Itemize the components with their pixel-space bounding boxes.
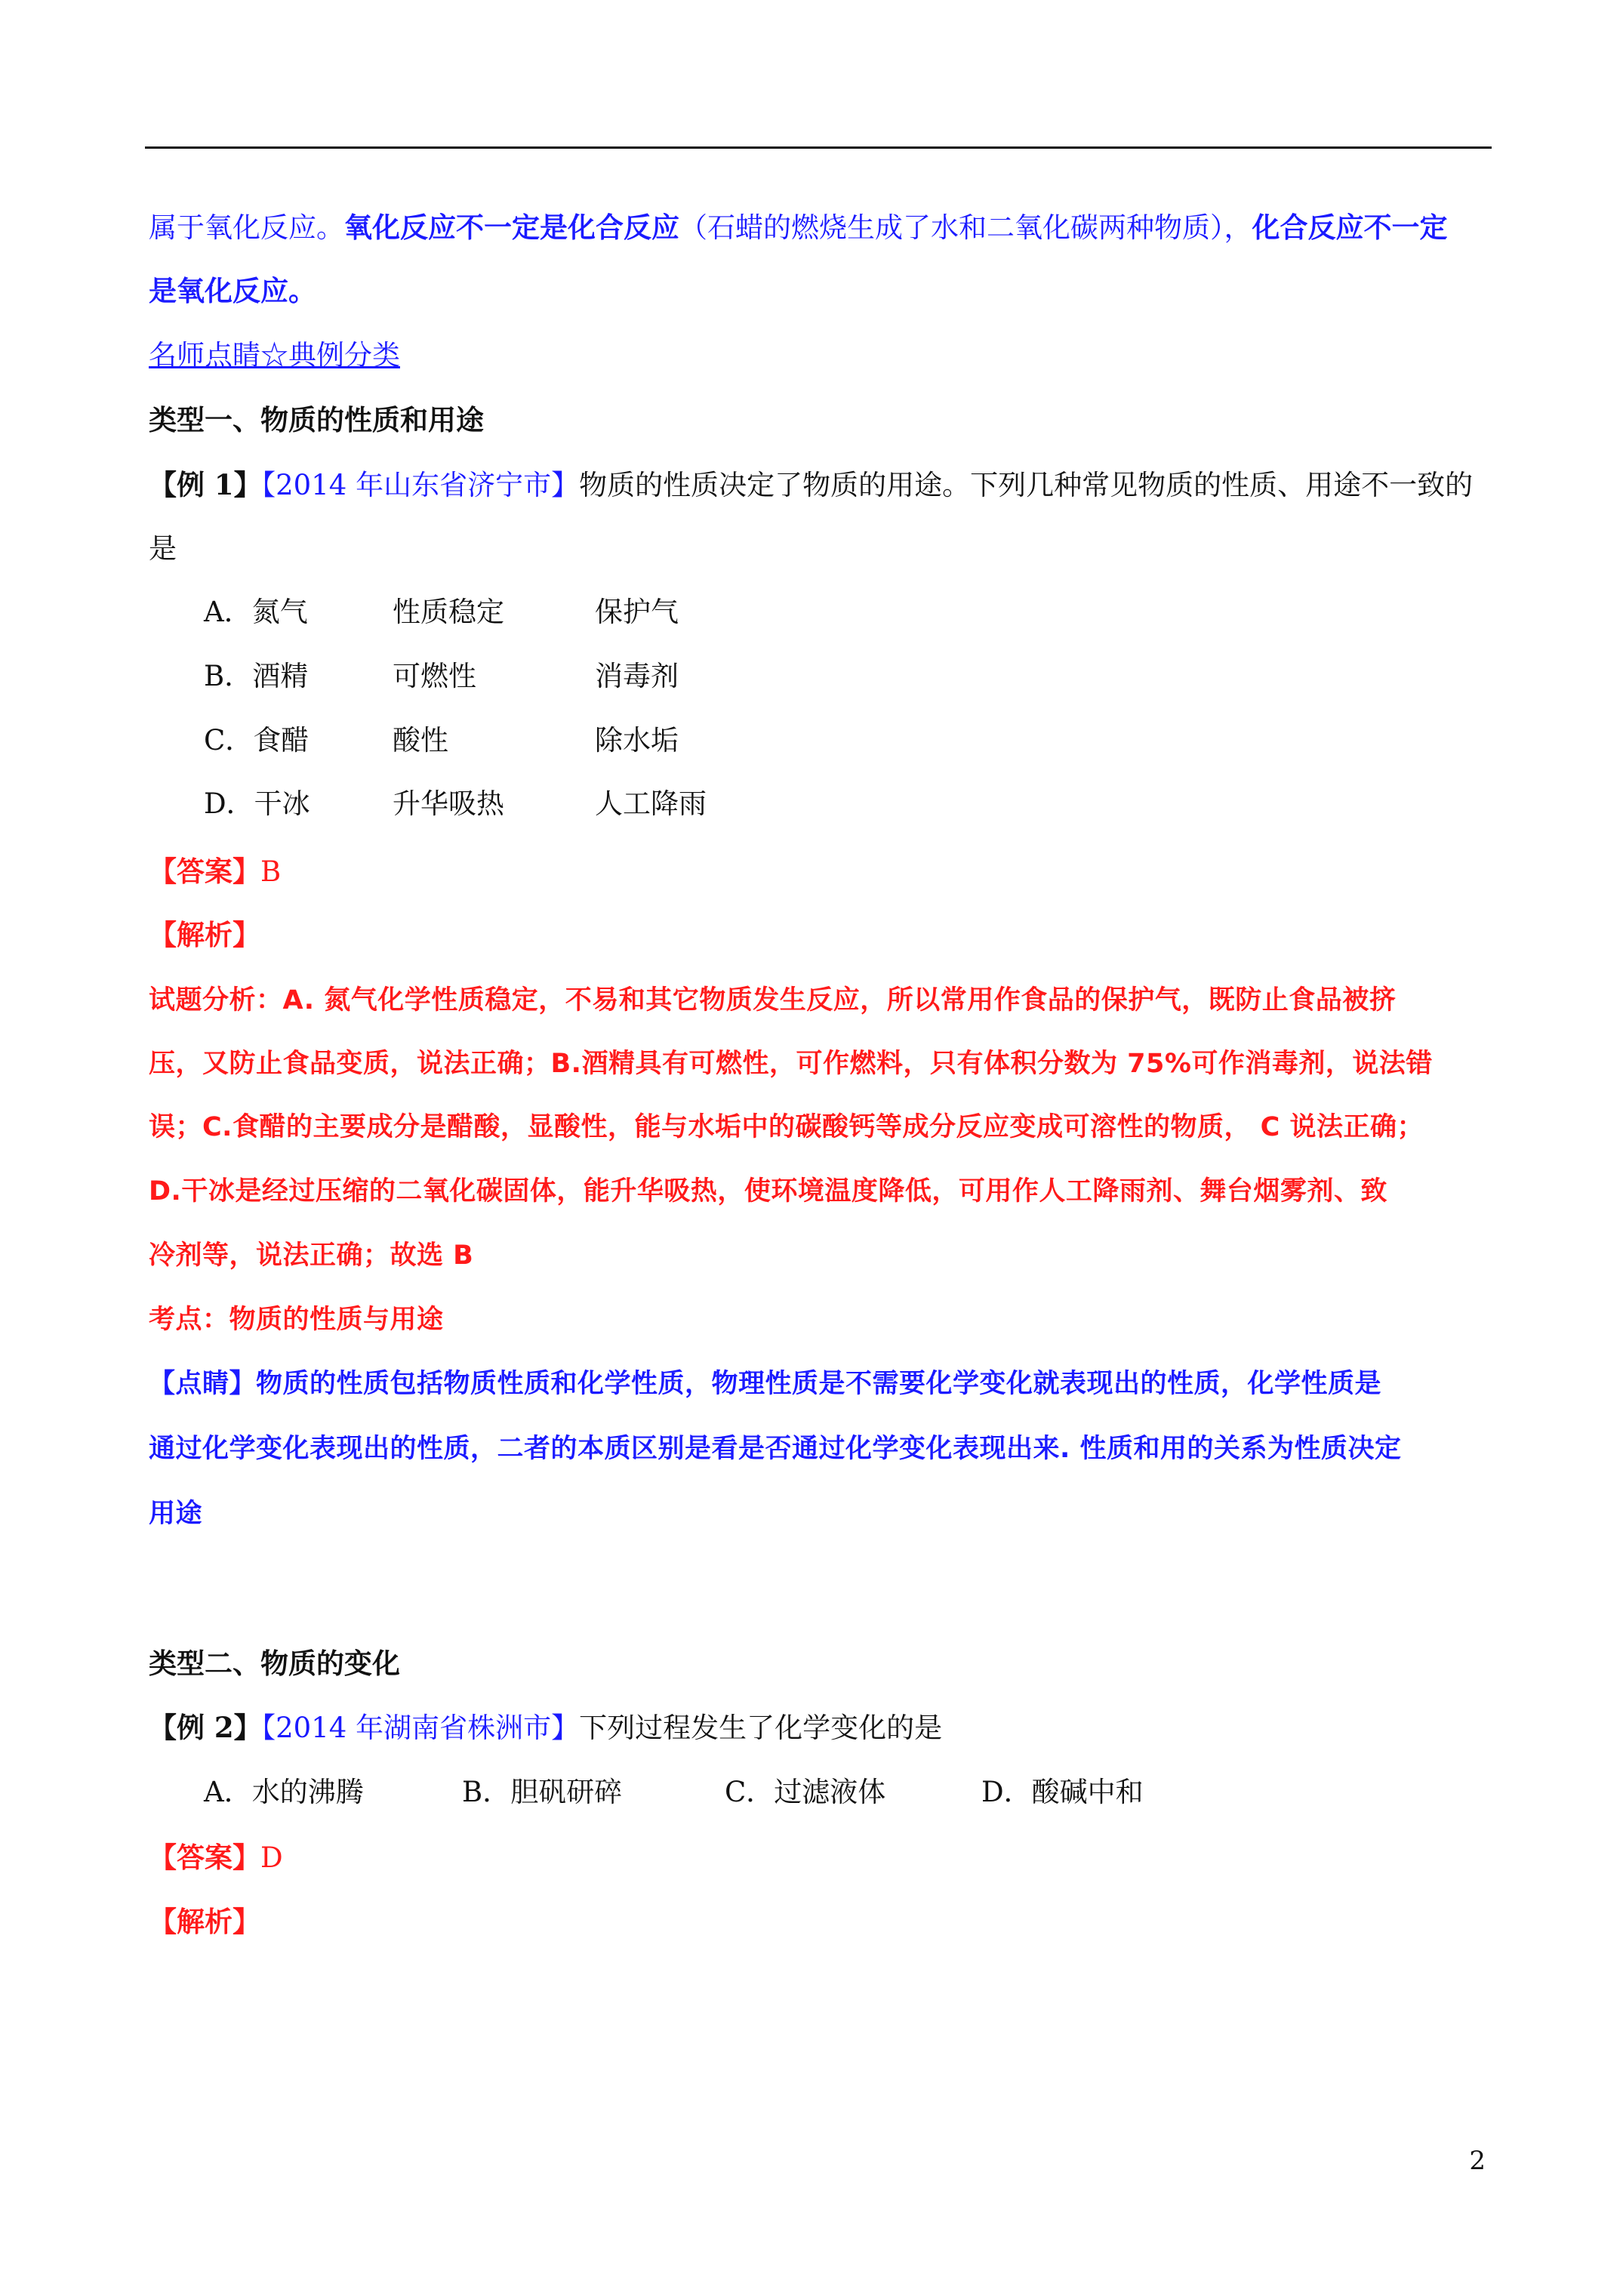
example2-option-b: B．胆矾研碎 — [462, 1776, 623, 1808]
example2-option-c: C．过滤液体 — [725, 1776, 886, 1808]
option-b-use: 消毒剂 — [595, 660, 679, 692]
example2-text: 下列过程发生了化学变化的是 — [579, 1712, 943, 1744]
example2-question — [149, 1710, 942, 1746]
analysis-line: 压，又防止食品变质，说法正确；B.酒精具有可燃性，可作燃料，只有体积分数为 75%可作消毒剂，说法错 — [149, 1049, 1433, 1079]
kaodian: 考点：物质的性质与用途 — [149, 1305, 444, 1335]
example2-label: 【例 2】 — [149, 1711, 262, 1744]
section-link[interactable]: 名师点睛☆典例分类 — [149, 339, 400, 371]
example1-source: 【2014 年山东省济宁市】 — [261, 469, 580, 501]
answer-value: B — [260, 855, 282, 888]
analysis-line: D.干冰是经过压缩的二氧化碳固体，能升华吸热，使环境温度降低，可用作人工降雨剂、舞台烟雾剂、致 — [149, 1176, 1387, 1207]
example2-source: 【2014 年湖南省株洲市】 — [261, 1712, 580, 1744]
dianjing-line: 通过化学变化表现出的性质，二者的本质区别是看是否通过化学变化表现出来. 性质和用的关系为性质决定 — [149, 1434, 1402, 1464]
intro-text-a: 属于氧化反应。 — [149, 211, 344, 244]
intro-text-d: 化合反应不一定 — [1252, 211, 1448, 244]
type1-heading: 类型一、物质的性质和用途 — [149, 403, 484, 436]
example2-option-d: D．酸碱中和 — [981, 1776, 1144, 1808]
dianjing-line: 用途 — [149, 1499, 203, 1529]
option-d-use: 人工降雨 — [595, 787, 707, 820]
answer-label: 【答案】 — [149, 855, 260, 888]
header-rule — [145, 146, 1492, 149]
intro-line-1 — [149, 210, 1448, 245]
option-b-letter: B．酒精 — [204, 660, 309, 692]
example1-question-cont: 是 — [149, 532, 177, 565]
example2-option-a: A．水的沸腾 — [204, 1776, 364, 1808]
intro-text-b: 氧化反应不一定是化合反应 — [344, 211, 679, 244]
option-c-property: 酸性 — [393, 724, 448, 757]
example1-question — [149, 467, 1473, 503]
intro-text-c: （石蜡的燃烧生成了水和二氧化碳两种物质）， — [679, 211, 1252, 244]
example1-answer — [149, 854, 281, 889]
intro-line-2: 是氧化反应。 — [149, 274, 316, 307]
analysis-line: 试题分析：A. 氮气化学性质稳定，不易和其它物质发生反应，所以常用作食品的保护气，既防止食品被挤 — [149, 985, 1397, 1015]
answer-value: D — [260, 1841, 283, 1874]
option-a-use: 保护气 — [595, 596, 679, 628]
analysis-label: 【解析】 — [149, 1905, 260, 1938]
example1-text: 物质的性质决定了物质的用途。下列几种常见物质的性质、用途不一致的 — [579, 469, 1474, 501]
dianjing-line: 【点睛】物质的性质包括物质性质和化学性质，物理性质是不需要化学变化就表现出的性质，化学性质是 — [149, 1369, 1382, 1399]
analysis-label: 【解析】 — [149, 918, 260, 951]
option-c-letter: C．食醋 — [204, 724, 310, 757]
option-a-property: 性质稳定 — [393, 596, 504, 628]
type2-heading: 类型二、物质的变化 — [149, 1647, 400, 1680]
option-b-property: 可燃性 — [393, 660, 476, 692]
option-d-letter: D．干冰 — [204, 787, 310, 820]
option-c-use: 除水垢 — [595, 724, 679, 757]
option-d-property: 升华吸热 — [393, 787, 504, 820]
analysis-line: 冷剂等，说法正确；故选 B — [149, 1240, 474, 1271]
example2-answer — [149, 1840, 283, 1875]
analysis-line: 误；C.食醋的主要成分是醋酸，显酸性，能与水垢中的碳酸钙等成分反应变成可溶性的物质， C 说法正确； — [149, 1112, 1424, 1142]
answer-label: 【答案】 — [149, 1841, 260, 1874]
example1-label: 【例 1】 — [149, 468, 262, 501]
option-a-letter: A．氮气 — [204, 596, 308, 628]
page-number: 2 — [1469, 2146, 1486, 2176]
